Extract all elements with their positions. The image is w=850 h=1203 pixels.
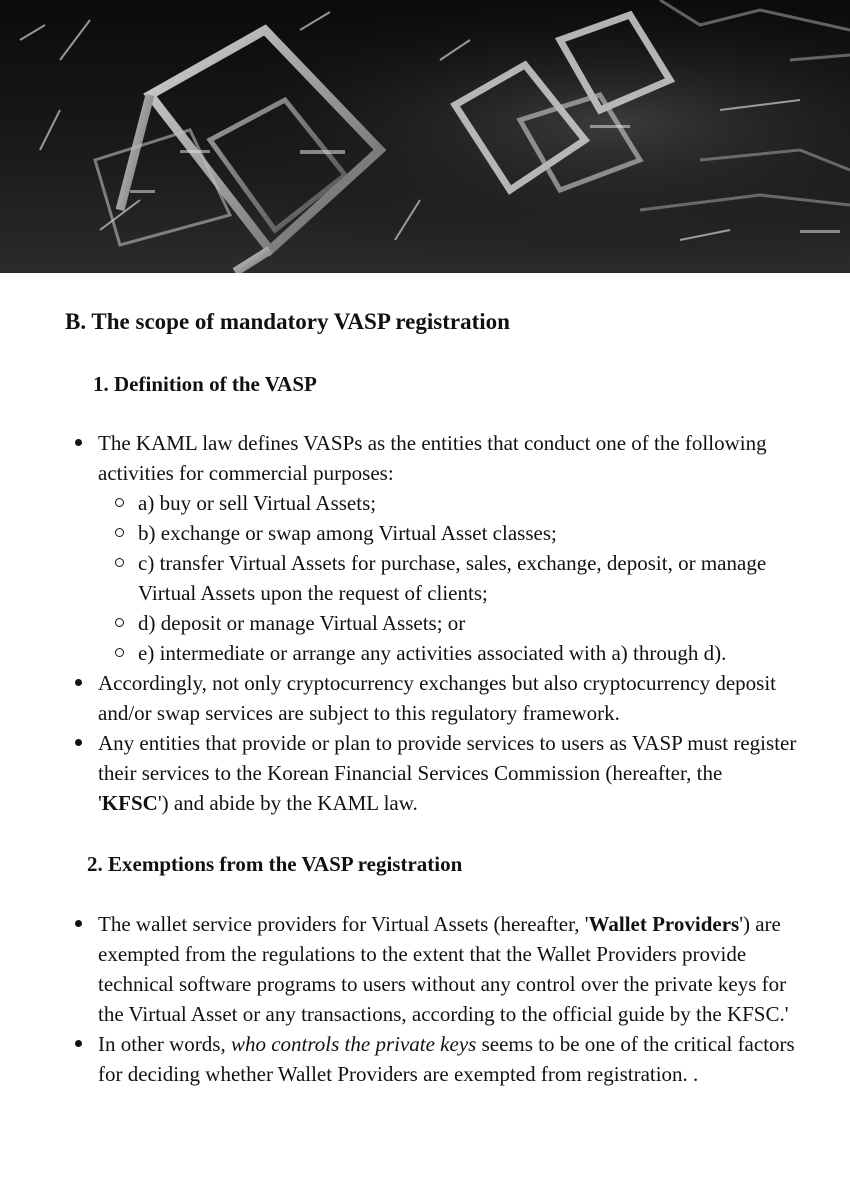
kfsc-bold-term: KFSC <box>101 791 158 815</box>
exemptions-bullet-1-text-end: ') are exempted from the regulations to the extent that the Wallet Providers provide technical software programs to users without any control over the private keys for the Virtual Asset or any transactions, according to the official guide by the KFSC.' <box>98 912 789 1026</box>
wallet-providers-bold-term: Wallet Providers <box>588 912 740 936</box>
exemptions-heading: 2. Exemptions from the VASP registration <box>87 852 463 876</box>
activity-item-c: c) transfer Virtual Assets for purchase, sales, exchange, deposit, or manage Virtual Assets upon the request of clients; <box>98 548 798 608</box>
definition-bullet-3-text-end: ') and abide by the KAML law. <box>157 791 418 815</box>
section-title: B. The scope of mandatory VASP registration <box>65 309 510 334</box>
header-image-blockchain-cubes <box>0 0 850 273</box>
list-item <box>0 428 798 668</box>
list-item <box>0 668 798 728</box>
activity-item-d: d) deposit or manage Virtual Assets; or <box>98 608 798 638</box>
blockchain-cubes-illustration <box>0 0 850 273</box>
definition-bullet-2-text: Accordingly, not only cryptocurrency exchanges but also cryptocurrency deposit and/or swap services are subject to this regulatory framework. <box>98 671 776 725</box>
activity-item-b: b) exchange or swap among Virtual Asset classes; <box>98 518 798 548</box>
activities-sublist <box>98 488 798 668</box>
list-item <box>0 909 798 1029</box>
private-keys-italic-phrase: who controls the private keys <box>230 1032 477 1056</box>
exemptions-bullet-2-text: In other words, <box>98 1032 231 1056</box>
definition-heading: 1. Definition of the VASP <box>93 372 317 396</box>
list-item <box>0 728 798 818</box>
definition-bullet-1-text: The KAML law defines VASPs as the entities that conduct one of the following activities for commercial purposes: <box>98 431 767 485</box>
definition-bullet-3-text: Any entities that provide or plan to provide services to users as VASP must register their services to the Korean Financial Services Commission (hereafter, the ' <box>98 731 797 815</box>
activity-item-e: e) intermediate or arrange any activities associated with a) through d). <box>98 638 798 668</box>
exemptions-bullet-list <box>0 909 798 1089</box>
exemptions-bullet-1-text: The wallet service providers for Virtual Assets (hereafter, ' <box>98 912 589 936</box>
activity-item-a: a) buy or sell Virtual Assets; <box>98 488 798 518</box>
list-item <box>0 1029 798 1089</box>
definition-bullet-list <box>0 428 798 818</box>
exemptions-bullet-2-text-end: seems to be one of the critical factors for deciding whether Wallet Providers are exempted from registration. . <box>98 1032 795 1086</box>
